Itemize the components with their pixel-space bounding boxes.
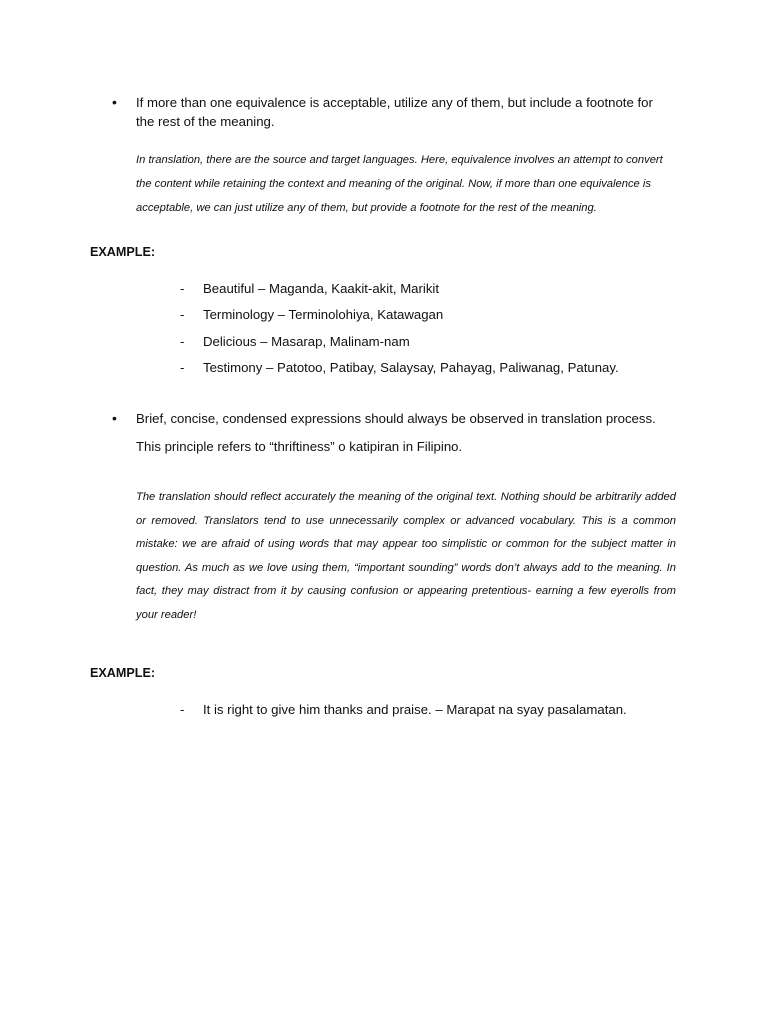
list-item — [180, 306, 700, 332]
list-item-text: It is right to give him thanks and praise. – Marapat na syay pasalamatan. — [203, 702, 627, 717]
bullet-item-thriftiness — [112, 409, 677, 461]
list-item — [180, 280, 700, 306]
dash-icon: - — [180, 702, 185, 717]
list-item-text: Terminology – Terminolohiya, Katawagan — [203, 307, 444, 323]
list-item-text: Beautiful – Maganda, Kaakit-akit, Marikit — [203, 281, 440, 296]
list-item — [180, 333, 700, 359]
example-heading: EXAMPLE: — [90, 666, 156, 680]
bullet-item-equivalence — [112, 93, 672, 131]
bullet-text: Brief, concise, condensed expressions should always be observed in translation process. This principle refers to “thriftiness” o katipiran in Filipino. — [136, 411, 656, 454]
explanatory-note: The translation should reflect accurately the meaning of the original text. Nothing should be arbitrarily added or removed. Translators tend to use unnecessarily complex or advanced vocabulary. This is a common mistake: we are afraid of using words that may appear too simplistic or common for the subject matter in question. As much as we love using them, “important sounding” words don’t always add to the meaning. In fact, they may distract from it by causing confusion or appearing pretentious- earning a few eyerolls from your reader! — [136, 491, 676, 621]
dash-icon: - — [180, 333, 185, 349]
example-list — [180, 701, 700, 727]
explanatory-note: In translation, there are the source and target languages. Here, equivalence involves an attempt to convert the content while retaining the context and meaning of the original. Now, if more than one equivalence is acceptable, we can just utilize any of them, but provide a footnote for the rest of the meaning. — [136, 154, 663, 214]
dash-icon: - — [180, 307, 185, 323]
bullet-icon: • — [112, 410, 117, 426]
dash-icon: - — [180, 281, 185, 296]
example-heading: EXAMPLE: — [90, 245, 156, 259]
list-item-text: Delicious – Masarap, Malinam-nam — [203, 333, 410, 349]
bullet-text: If more than one equivalence is acceptable, utilize any of them, but include a footnote for the rest of the meaning. — [136, 95, 653, 129]
list-item — [180, 359, 700, 385]
dash-icon: - — [180, 359, 185, 375]
example-list — [180, 280, 700, 385]
list-item-text: Testimony – Patotoo, Patibay, Salaysay, Pahayag, Paliwanag, Patunay. — [203, 359, 619, 375]
list-item — [180, 701, 700, 727]
bullet-icon: • — [112, 94, 117, 110]
